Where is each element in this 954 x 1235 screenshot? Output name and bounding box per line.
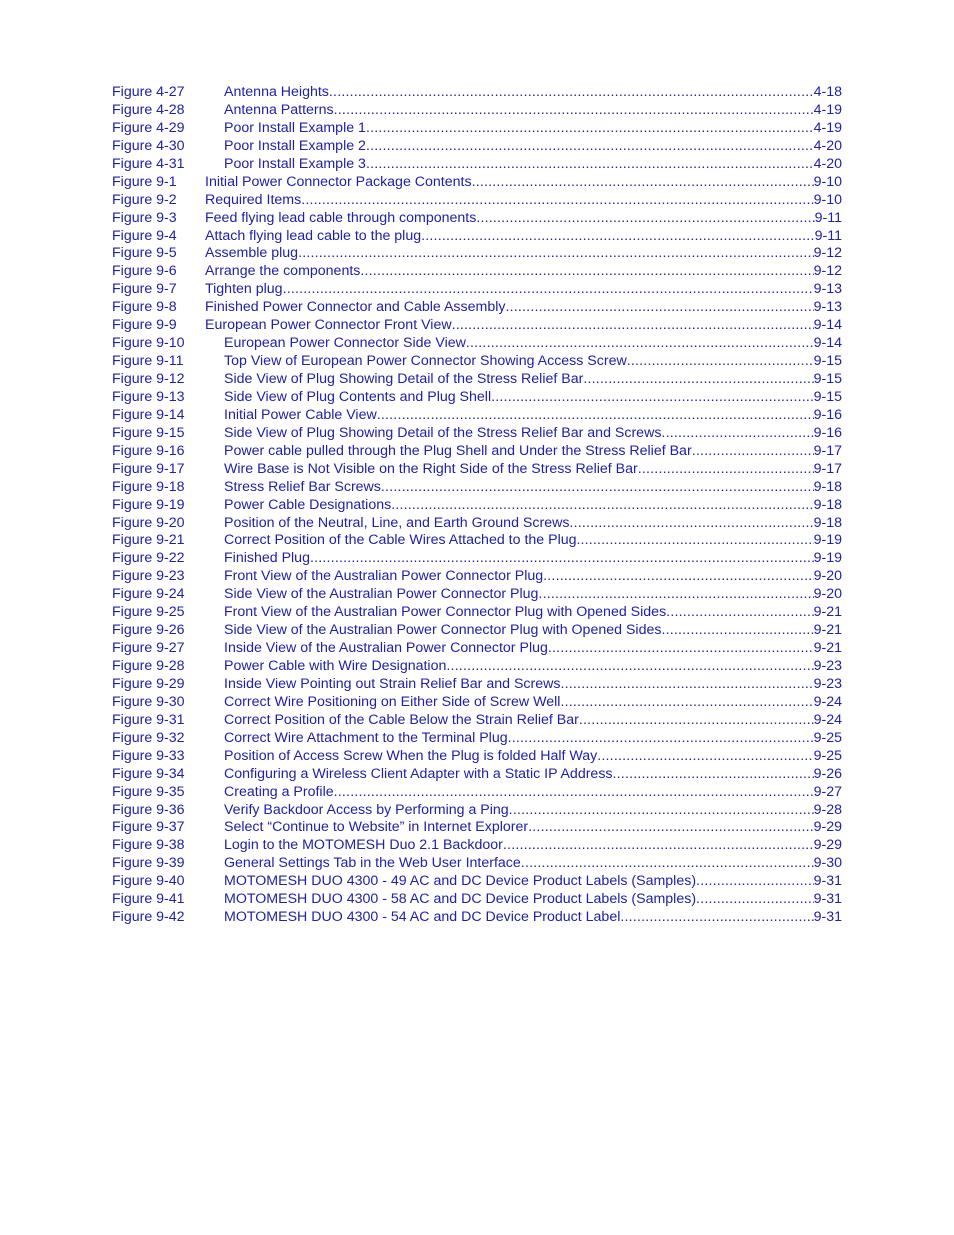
figure-title[interactable]: Required Items — [205, 191, 302, 208]
toc-entry[interactable] — [112, 389, 842, 407]
page-number[interactable]: 9-18 — [813, 478, 842, 495]
figure-title[interactable]: Correct Wire Positioning on Either Side of Screw Well — [224, 693, 561, 710]
figure-link[interactable] — [224, 802, 842, 820]
page-number[interactable]: 9-18 — [813, 514, 842, 531]
figure-link[interactable] — [224, 784, 842, 802]
toc-entry[interactable] — [112, 712, 842, 730]
page-number[interactable]: 9-25 — [813, 747, 842, 764]
dot-leader — [560, 694, 813, 712]
dot-leader — [509, 802, 814, 820]
figure-title[interactable]: Position of Access Screw When the Plug is folded Half Way — [224, 747, 598, 764]
figure-link[interactable] — [224, 855, 842, 873]
page-number[interactable]: 4-20 — [813, 137, 842, 154]
figure-number[interactable]: Figure 9-35 — [112, 783, 185, 800]
figure-number[interactable]: Figure 9-30 — [112, 693, 185, 710]
figure-number[interactable]: Figure 9-40 — [112, 873, 185, 890]
figure-link[interactable] — [224, 335, 842, 353]
figure-title[interactable]: Side View of Plug Showing Detail of the Stress Relief Bar — [224, 371, 584, 387]
dot-leader — [505, 299, 813, 317]
toc-entry[interactable] — [112, 120, 842, 138]
figure-link[interactable] — [224, 532, 842, 550]
figure-number[interactable]: Figure 9-22 — [112, 550, 185, 567]
toc-entry[interactable] — [112, 299, 842, 317]
dot-leader — [446, 658, 813, 676]
dot-leader — [283, 281, 814, 299]
figure-link[interactable] — [224, 712, 842, 730]
figure-title[interactable]: Wire Base is Not Visible on the Right Side of the Stress Relief Bar — [224, 460, 638, 477]
figure-title[interactable]: Side View of the Australian Power Connector Plug with Opened Sides — [224, 622, 662, 639]
figure-number[interactable]: Figure 9-20 — [112, 514, 185, 531]
figure-link[interactable] — [224, 873, 842, 891]
toc-entry[interactable] — [112, 515, 842, 533]
toc-entry[interactable] — [112, 443, 842, 461]
page-number[interactable]: 9-17 — [813, 460, 842, 477]
figure-number[interactable]: Figure 9-31 — [112, 711, 185, 728]
toc-entry[interactable] — [112, 837, 842, 855]
figure-number[interactable]: Figure 9-28 — [112, 658, 185, 674]
toc-entry[interactable] — [112, 658, 842, 676]
figure-title[interactable]: Inside View Pointing out Strain Relief Bar and Screws — [224, 675, 561, 692]
figure-link[interactable] — [224, 676, 842, 694]
figure-title[interactable]: Attach flying lead cable to the plug — [205, 227, 422, 244]
figure-link[interactable] — [224, 730, 842, 748]
dot-leader — [666, 604, 813, 622]
page-number[interactable]: 9-20 — [813, 568, 842, 585]
dot-leader — [366, 120, 814, 138]
toc-entry[interactable] — [112, 353, 842, 371]
figure-number[interactable]: Figure 9-21 — [112, 532, 185, 549]
figure-number[interactable]: Figure 9-10 — [112, 335, 185, 352]
figure-title[interactable]: Correct Position of the Cable Below the Strain Relief Bar — [224, 711, 579, 728]
figure-number[interactable]: Figure 9-7 — [112, 281, 177, 298]
page-number[interactable]: 9-18 — [813, 496, 842, 513]
toc-entry[interactable] — [112, 425, 842, 443]
figure-title[interactable]: Side View of Plug Showing Detail of the Stress Relief Bar and Screws — [224, 424, 662, 441]
dot-leader — [583, 371, 813, 389]
toc-entry[interactable] — [112, 461, 842, 479]
figure-title[interactable]: Finished Power Connector and Cable Assembly — [205, 299, 506, 316]
figure-link[interactable] — [224, 819, 842, 837]
dot-leader — [391, 497, 813, 515]
figure-number[interactable]: Figure 9-37 — [112, 819, 185, 836]
figure-number[interactable]: Figure 9-6 — [112, 263, 177, 280]
figure-number[interactable]: Figure 9-36 — [112, 801, 185, 818]
page-number[interactable]: 9-15 — [813, 388, 842, 405]
page-number[interactable]: 9-11 — [814, 209, 842, 226]
figure-title[interactable]: Top View of European Power Connector Showing Access Screw — [224, 353, 627, 370]
figure-number[interactable]: Figure 9-11 — [112, 353, 184, 370]
figure-link[interactable] — [205, 210, 842, 228]
figure-title[interactable]: Initial Power Connector Package Contents — [205, 173, 472, 190]
toc-entry[interactable] — [112, 748, 842, 766]
dot-leader — [334, 784, 814, 802]
dot-leader — [569, 515, 813, 533]
figure-title[interactable]: Login to the MOTOMESH Duo 2.1 Backdoor — [224, 837, 503, 854]
figure-number[interactable]: Figure 9-27 — [112, 640, 185, 657]
figure-title[interactable]: Position of the Neutral, Line, and Earth Ground Screws — [224, 514, 570, 531]
figure-number[interactable]: Figure 9-15 — [112, 424, 185, 441]
figure-link[interactable] — [224, 425, 842, 443]
figure-link[interactable] — [224, 604, 842, 622]
page-number[interactable]: 9-27 — [813, 783, 842, 800]
toc-entry[interactable] — [112, 192, 842, 210]
figure-link[interactable] — [224, 622, 842, 640]
figure-link[interactable] — [224, 407, 842, 425]
page-number[interactable]: 9-21 — [813, 640, 842, 657]
page-number[interactable]: 9-25 — [813, 729, 842, 746]
figure-title[interactable]: Front View of the Australian Power Connector Plug — [224, 568, 544, 585]
toc-entry[interactable] — [112, 622, 842, 640]
figure-link[interactable] — [224, 461, 842, 479]
dot-leader — [377, 407, 814, 425]
figure-title[interactable]: Tighten plug — [205, 281, 283, 298]
dot-leader — [381, 479, 814, 497]
figure-title[interactable]: Power Cable Designations — [224, 496, 392, 513]
page-number[interactable]: 9-31 — [813, 891, 842, 908]
dot-leader — [661, 622, 813, 640]
page-number[interactable]: 9-14 — [813, 317, 842, 334]
page-number[interactable]: 9-24 — [813, 711, 842, 728]
dot-leader — [334, 102, 814, 120]
figure-title[interactable]: Select “Continue to Website” in Internet Explorer — [224, 819, 529, 836]
figure-number[interactable]: Figure 9-3 — [112, 209, 177, 226]
dot-leader — [310, 550, 814, 568]
page-number[interactable]: 9-13 — [813, 299, 842, 316]
dot-leader — [548, 640, 814, 658]
figure-number[interactable]: Figure 9-42 — [112, 909, 185, 926]
dot-leader — [508, 730, 814, 748]
page-number[interactable]: 9-10 — [813, 191, 842, 208]
dot-leader — [360, 263, 813, 281]
figure-number[interactable]: Figure 9-23 — [112, 568, 185, 585]
figure-number[interactable]: Figure 4-28 — [112, 101, 185, 118]
figure-title[interactable]: Poor Install Example 3 — [224, 155, 366, 172]
toc-entry[interactable] — [112, 371, 842, 389]
dot-leader — [452, 317, 814, 335]
dot-leader — [298, 245, 814, 263]
toc-entry[interactable] — [112, 819, 842, 837]
figure-number[interactable]: Figure 9-41 — [112, 891, 185, 908]
figure-number[interactable]: Figure 9-1 — [112, 173, 177, 190]
figure-link[interactable] — [224, 891, 842, 909]
figure-link[interactable] — [224, 586, 842, 604]
toc-entry[interactable] — [112, 855, 842, 873]
figure-number[interactable]: Figure 9-24 — [112, 586, 185, 603]
figure-number[interactable]: Figure 9-13 — [112, 388, 185, 405]
dot-leader — [661, 425, 813, 443]
toc-entry[interactable] — [112, 873, 842, 891]
figure-link[interactable] — [224, 766, 842, 784]
page-number[interactable]: 4-18 — [813, 84, 842, 100]
figure-title[interactable]: European Power Connector Side View — [224, 335, 466, 352]
dot-leader — [366, 156, 814, 174]
figure-title[interactable]: Inside View of the Australian Power Connector Plug — [224, 640, 548, 657]
page-number[interactable]: 9-13 — [813, 281, 842, 298]
figure-title[interactable]: MOTOMESH DUO 4300 - 54 AC and DC Device Product Label — [224, 909, 621, 926]
dot-leader — [627, 353, 814, 371]
figure-link[interactable] — [224, 658, 842, 676]
page-number[interactable]: 9-26 — [813, 765, 842, 782]
list-of-figures — [112, 84, 842, 927]
figure-link[interactable] — [205, 263, 842, 281]
figure-number[interactable]: Figure 9-4 — [112, 227, 177, 244]
page-number[interactable]: 9-23 — [813, 675, 842, 692]
figure-number[interactable]: Figure 9-14 — [112, 406, 185, 423]
figure-number[interactable]: Figure 9-32 — [112, 729, 185, 746]
figure-number[interactable]: Figure 9-12 — [112, 371, 185, 387]
dot-leader — [638, 461, 814, 479]
figure-title[interactable]: Initial Power Cable View — [224, 406, 377, 423]
figure-link[interactable] — [205, 174, 842, 192]
toc-entry[interactable] — [112, 694, 842, 712]
toc-entry[interactable] — [112, 676, 842, 694]
page-number[interactable]: 9-12 — [813, 263, 842, 280]
dot-leader — [503, 837, 814, 855]
figure-link[interactable] — [224, 389, 842, 407]
figure-link[interactable] — [224, 515, 842, 533]
page-number[interactable]: 9-21 — [813, 622, 842, 639]
toc-entry[interactable] — [112, 102, 842, 120]
figure-number[interactable]: Figure 9-26 — [112, 622, 185, 639]
dot-leader — [301, 192, 813, 210]
figure-title[interactable]: Side View of Plug Contents and Plug Shell — [224, 388, 492, 405]
figure-title[interactable]: Poor Install Example 2 — [224, 137, 366, 154]
dot-leader — [472, 174, 814, 192]
figure-link[interactable] — [224, 443, 842, 461]
figure-title[interactable]: MOTOMESH DUO 4300 - 49 AC and DC Device Product Labels (Samples) — [224, 873, 697, 890]
toc-entry[interactable] — [112, 84, 842, 102]
dot-leader — [580, 532, 813, 550]
toc-entry[interactable] — [112, 568, 842, 586]
page-number[interactable]: 9-29 — [813, 819, 842, 836]
figure-link[interactable] — [205, 228, 842, 246]
toc-entry[interactable] — [112, 407, 842, 425]
figure-link[interactable] — [205, 281, 842, 299]
dot-leader — [491, 389, 813, 407]
page-number[interactable]: 9-29 — [813, 837, 842, 854]
dot-leader — [692, 443, 814, 461]
figure-number[interactable]: Figure 4-29 — [112, 119, 185, 136]
figure-title[interactable]: Creating a Profile — [224, 783, 334, 800]
dot-leader — [696, 873, 814, 891]
page-number[interactable]: 9-15 — [813, 353, 842, 370]
figure-number[interactable]: Figure 9-33 — [112, 747, 185, 764]
page-number[interactable]: 9-16 — [813, 406, 842, 423]
figure-title[interactable]: Antenna Heights — [224, 84, 329, 100]
figure-link[interactable] — [224, 102, 842, 120]
dot-leader — [421, 228, 815, 246]
dot-leader — [543, 568, 813, 586]
toc-entry[interactable] — [112, 156, 842, 174]
figure-link[interactable] — [224, 748, 842, 766]
figure-number[interactable]: Figure 9-39 — [112, 855, 185, 872]
figure-title[interactable]: Correct Wire Attachment to the Terminal Plug — [224, 729, 508, 746]
figure-title[interactable]: Side View of the Australian Power Connector Plug — [224, 586, 539, 603]
page-number[interactable]: 9-11 — [814, 227, 842, 244]
figure-link[interactable] — [224, 371, 842, 389]
figure-number[interactable]: Figure 9-18 — [112, 478, 185, 495]
figure-link[interactable] — [224, 497, 842, 515]
dot-leader — [521, 855, 814, 873]
page-number[interactable]: 9-12 — [813, 245, 842, 262]
figure-title[interactable]: Stress Relief Bar Screws — [224, 478, 381, 495]
page-number[interactable]: 9-17 — [813, 442, 842, 459]
figure-title[interactable]: Poor Install Example 1 — [224, 119, 366, 136]
dot-leader — [528, 819, 813, 837]
figure-title[interactable]: Front View of the Australian Power Connector Plug with Opened Sides — [224, 604, 667, 621]
figure-link[interactable] — [224, 156, 842, 174]
toc-entry[interactable] — [112, 335, 842, 353]
dot-leader — [538, 586, 813, 604]
figure-title[interactable]: Configuring a Wireless Client Adapter with a Static IP Address — [224, 765, 613, 782]
figure-link[interactable] — [205, 299, 842, 317]
toc-entry[interactable] — [112, 228, 842, 246]
figure-link[interactable] — [224, 568, 842, 586]
figure-link[interactable] — [224, 837, 842, 855]
figure-number[interactable]: Figure 9-19 — [112, 496, 185, 513]
toc-entry[interactable] — [112, 245, 842, 263]
figure-title[interactable]: General Settings Tab in the Web User Interface — [224, 855, 521, 872]
page-number[interactable]: 9-28 — [813, 801, 842, 818]
figure-number[interactable]: Figure 9-9 — [112, 317, 177, 334]
figure-number[interactable]: Figure 9-29 — [112, 675, 185, 692]
figure-link[interactable] — [205, 245, 842, 263]
toc-entry[interactable] — [112, 550, 842, 568]
toc-entry[interactable] — [112, 317, 842, 335]
figure-title[interactable]: MOTOMESH DUO 4300 - 58 AC and DC Device Product Labels (Samples) — [224, 891, 697, 908]
dot-leader — [613, 766, 814, 784]
figure-title[interactable]: Verify Backdoor Access by Performing a Ping — [224, 801, 509, 818]
dot-leader — [366, 138, 814, 156]
figure-number[interactable]: Figure 9-34 — [112, 765, 185, 782]
toc-entry[interactable] — [112, 640, 842, 658]
toc-entry[interactable] — [112, 281, 842, 299]
figure-link[interactable] — [224, 84, 842, 102]
figure-number[interactable]: Figure 9-5 — [112, 245, 177, 262]
figure-title[interactable]: Power Cable with Wire Designation — [224, 658, 447, 674]
toc-entry[interactable] — [112, 210, 842, 228]
figure-number[interactable]: Figure 9-38 — [112, 837, 185, 854]
page-number[interactable]: 9-31 — [813, 873, 842, 890]
dot-leader — [597, 748, 813, 766]
figure-link[interactable] — [205, 317, 842, 335]
page-number[interactable]: 9-16 — [813, 424, 842, 441]
toc-entry[interactable] — [112, 138, 842, 156]
toc-entry[interactable] — [112, 497, 842, 515]
dot-leader — [476, 210, 814, 228]
figure-link[interactable] — [224, 909, 842, 927]
toc-entry[interactable] — [112, 479, 842, 497]
page-number[interactable]: 9-20 — [813, 586, 842, 603]
page-number[interactable]: 4-19 — [813, 119, 842, 136]
figure-title[interactable]: Antenna Patterns — [224, 101, 334, 118]
figure-title[interactable]: Power cable pulled through the Plug Shell and Under the Stress Relief Bar — [224, 442, 692, 459]
figure-number[interactable]: Figure 9-2 — [112, 191, 177, 208]
figure-number[interactable]: Figure 4-30 — [112, 137, 185, 154]
toc-entry[interactable] — [112, 532, 842, 550]
toc-entry[interactable] — [112, 604, 842, 622]
page-number[interactable]: 9-19 — [813, 550, 842, 567]
figure-link[interactable] — [224, 479, 842, 497]
figure-number[interactable]: Figure 4-31 — [112, 155, 185, 172]
page-number[interactable]: 9-21 — [813, 604, 842, 621]
page-number[interactable]: 9-10 — [813, 173, 842, 190]
figure-link[interactable] — [224, 138, 842, 156]
figure-title[interactable]: Feed flying lead cable through components — [205, 209, 477, 226]
toc-entry[interactable] — [112, 891, 842, 909]
dot-leader — [329, 84, 814, 102]
figure-number[interactable]: Figure 9-16 — [112, 442, 185, 459]
figure-number[interactable]: Figure 9-25 — [112, 604, 185, 621]
toc-entry[interactable] — [112, 174, 842, 192]
figure-link[interactable] — [224, 353, 842, 371]
figure-link[interactable] — [205, 192, 842, 210]
dot-leader — [696, 891, 814, 909]
figure-title[interactable]: European Power Connector Front View — [205, 317, 452, 334]
toc-entry[interactable] — [112, 802, 842, 820]
figure-title[interactable]: Assemble plug — [205, 245, 299, 262]
dot-leader — [560, 676, 813, 694]
figure-number[interactable]: Figure 4-27 — [112, 84, 185, 100]
page-number[interactable]: 4-19 — [813, 101, 842, 118]
toc-entry[interactable] — [112, 730, 842, 748]
figure-number[interactable]: Figure 9-8 — [112, 299, 177, 316]
page-number[interactable]: 4-20 — [813, 155, 842, 172]
dot-leader — [466, 335, 814, 353]
page-number[interactable]: 9-19 — [813, 532, 842, 549]
toc-entry[interactable] — [112, 263, 842, 281]
figure-link[interactable] — [224, 550, 842, 568]
figure-title[interactable]: Finished Plug — [224, 550, 310, 567]
page-number[interactable]: 9-31 — [813, 909, 842, 926]
toc-entry[interactable] — [112, 766, 842, 784]
page-number[interactable]: 9-30 — [813, 855, 842, 872]
page-number[interactable]: 9-14 — [813, 335, 842, 352]
page-number[interactable]: 9-23 — [813, 658, 842, 674]
figure-title[interactable]: Arrange the components — [205, 263, 361, 280]
toc-entry[interactable] — [112, 909, 842, 927]
toc-entry[interactable] — [112, 586, 842, 604]
figure-link[interactable] — [224, 640, 842, 658]
figure-title[interactable]: Correct Position of the Cable Wires Attached to the Plug. — [224, 532, 581, 549]
dot-leader — [579, 712, 814, 730]
page-number[interactable]: 9-15 — [813, 371, 842, 387]
dot-leader — [620, 909, 813, 927]
toc-entry[interactable] — [112, 784, 842, 802]
figure-link[interactable] — [224, 694, 842, 712]
page-number[interactable]: 9-24 — [813, 693, 842, 710]
figure-link[interactable] — [224, 120, 842, 138]
figure-number[interactable]: Figure 9-17 — [112, 460, 185, 477]
